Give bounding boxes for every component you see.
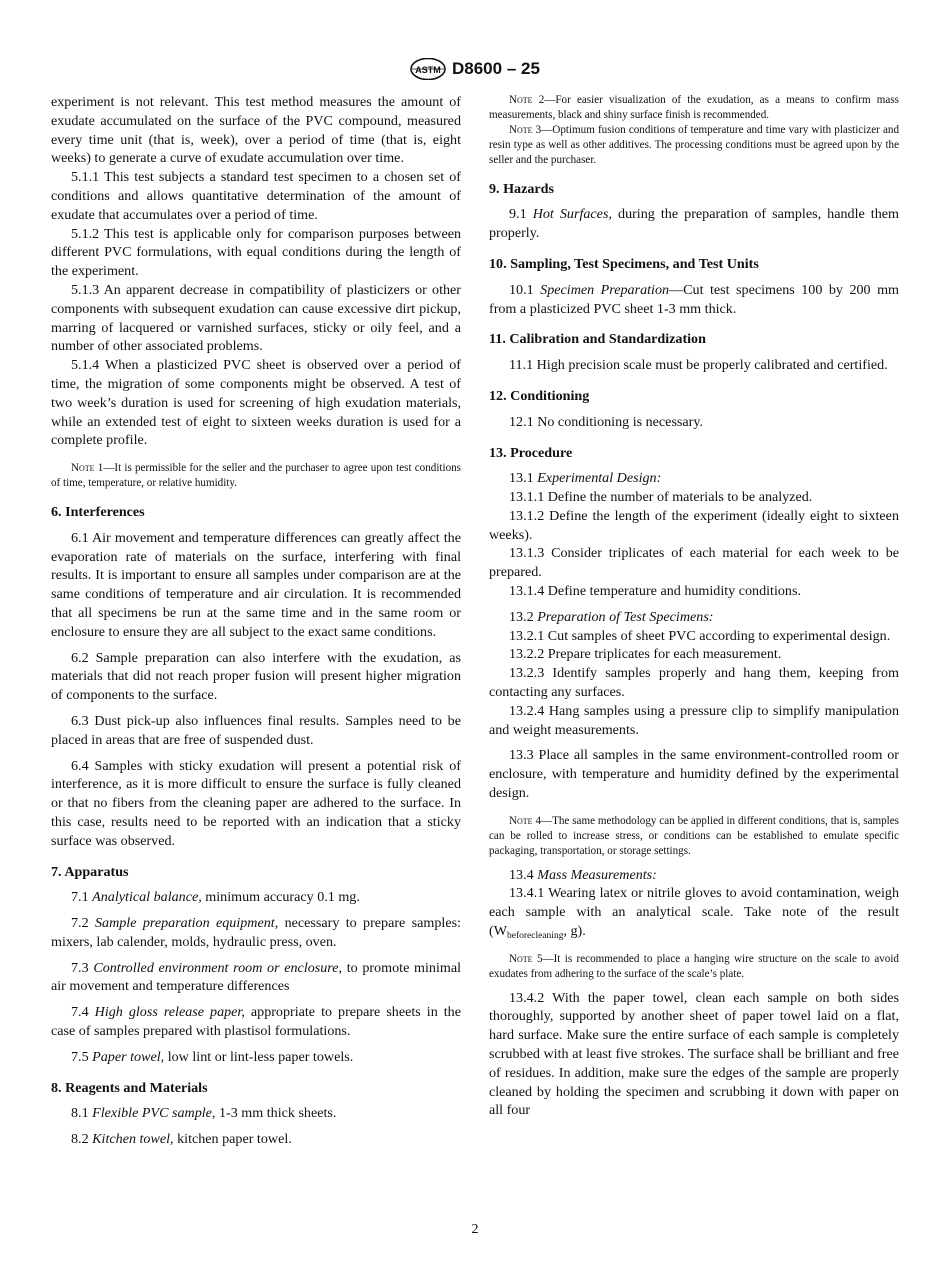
paragraph-13-1-3: 13.1.3 Consider triplicates of each material for each week to be prepared. (489, 545, 899, 581)
paragraph-8-1-number: 8.1 (71, 1105, 89, 1122)
paragraph-7-2 (51, 914, 461, 952)
astm-logo-icon (410, 58, 446, 80)
paragraph-7-4-text: appropriate to prepare sheets in the case of samples prepared with plastisol formulations. (51, 1004, 461, 1040)
document-designation: D8600 – 25 (452, 59, 540, 78)
paragraph-7-2-term: Sample preparation equipment, (94, 915, 279, 932)
paragraph-13-1-4: 13.1.4 Define temperature and humidity conditions. (509, 583, 801, 600)
paragraph-7-3-term: Controlled environment room or enclosure, (93, 959, 343, 976)
page-number: 2 (471, 1222, 479, 1237)
paragraph-7-4 (51, 1003, 461, 1041)
paragraph-8-2 (51, 1130, 461, 1149)
paragraph-13-2-4: 13.2.4 Hang samples using a pressure clip to simplify manipulation and weight measurements. (489, 702, 899, 738)
page-header (0, 58, 950, 82)
heading-6-interferences: 6. Interferences (51, 503, 145, 520)
paragraph-7-3-number: 7.3 (71, 959, 89, 976)
paragraph-9-1 (489, 205, 899, 243)
paragraph-10-1-term: Specimen Preparation (540, 281, 670, 298)
paragraph-10-1 (489, 281, 899, 319)
paragraph-13-3: 13.3 Place all samples in the same environment-controlled room or enclosure, with temperature and humidity defined by the experimental design. (489, 747, 899, 802)
paragraph-9-1-text: during the preparation of samples, handle them properly. (489, 206, 899, 242)
note-3-text: —Optimum fusion conditions of temperature and time vary with plasticizer and resin type as well as other additives. The processing conditions must be agreed upon by the seller and the purchaser. (489, 123, 899, 166)
note-5-label: Note 5 (509, 952, 543, 965)
paragraph-5-1-4: 5.1.4 When a plasticized PVC sheet is observed over a period of time, the migration of some components might be observed. A test of two week’s duration is used for screening of high exudation materials, while an extended test of eight to sixteen weeks duration is used for a complete profile. (51, 357, 461, 449)
paragraph-13-4 (489, 866, 899, 885)
paragraph-13-1-term: Experimental Design: (537, 470, 662, 487)
paragraph-13-2-term: Preparation of Test Specimens: (537, 608, 714, 625)
heading-11-calibration: 11. Calibration and Standardization (489, 331, 706, 348)
paragraph-13-2-3: 13.2.3 Identify samples properly and hang them, keeping from contacting any surfaces. (489, 665, 899, 701)
paragraph-7-1-number: 7.1 (71, 889, 89, 906)
paragraph-7-1 (51, 888, 461, 907)
paragraph-13-1-1: 13.1.1 Define the number of materials to be analyzed. (509, 489, 813, 506)
note-1-text: —It is permissible for the seller and the purchaser to agree upon test conditions of time, temperature, or relative humidity. (51, 462, 461, 490)
paragraph-7-2-number: 7.2 (71, 915, 89, 932)
paragraph-13-4-1 (489, 884, 899, 940)
paragraph-13-2 (489, 608, 899, 627)
paragraph-6-1: 6.1 Air movement and temperature differences can greatly affect the evaporation rate of materials on the surface, interfering with final results. It is important to ensure all samples under comparison are at the same conditions of temperature and air circulation. It is recommended that all specimens be run at the same time and in the same room or enclosure to ensure they are all subject to the exact same conditions. (51, 529, 461, 640)
paragraph-6-2: 6.2 Sample preparation can also interfere with the exudation, as materials that did not reach proper fusion will present higher migration of components to the surface. (51, 649, 461, 704)
note-2-label: Note 2 (509, 94, 545, 106)
heading-9-hazards: 9. Hazards (489, 180, 554, 197)
note-3-label: Note 3 (509, 123, 542, 136)
paragraph-13-2-1: 13.2.1 Cut samples of sheet PVC according to experimental design. (509, 627, 891, 644)
note-2-text: —For easier visualization of the exudation, as a means to confirm mass measurements, black and shiny surface finish is recommended. (489, 94, 899, 121)
paragraph-7-5 (51, 1048, 461, 1067)
paragraph-9-1-term: Hot Surfaces, (532, 206, 612, 223)
paragraph-8-1-text: 1-3 mm thick sheets. (218, 1105, 337, 1122)
paragraph-7-1-term: Analytical balance, (92, 889, 202, 906)
paragraph-5-1-2: 5.1.2 This test is applicable only for comparison purposes between different PVC formulations, with equal conditions during the length of the experiment. (51, 225, 461, 280)
paragraph-13-4-1-text: 13.4.1 Wearing latex or nitrile gloves to avoid contamination, weigh each sample with an analytical scale. Take note of the result (W (489, 885, 899, 939)
paragraph-7-4-number: 7.4 (71, 1004, 89, 1021)
paragraph-7-2-text: necessary to prepare samples: mixers, lab calender, molds, hydraulic press, oven. (51, 915, 461, 950)
paragraph-8-2-text: kitchen paper towel. (177, 1131, 292, 1148)
note-2 (489, 93, 899, 123)
paragraph-13-2-number: 13.2 (509, 608, 534, 625)
paragraph-8-1 (51, 1104, 461, 1123)
paragraph-7-4-term: High gloss release paper, (94, 1004, 245, 1021)
paragraph-12-1: 12.1 No conditioning is necessary. (509, 413, 704, 430)
heading-10-sampling: 10. Sampling, Test Specimens, and Test Units (489, 255, 759, 272)
paragraph-13-4-2: 13.4.2 With the paper towel, clean each sample on both sides thoroughly, supported by another sheet of paper towel laid on a flat, hard surface. Make sure the entire surface of each sample is completely scrubbed with at least five strokes. The surface shall be brilliant and free of residues. In addition, make sure the edges of the sample are properly cleaned by holding the specimen and scrubbing it down with paper on all four (489, 989, 899, 1119)
paragraph-8-1-term: Flexible PVC sample, (92, 1105, 216, 1122)
heading-12-conditioning: 12. Conditioning (489, 387, 590, 404)
paragraph-13-4-number: 13.4 (509, 866, 534, 883)
note-5 (489, 952, 899, 982)
heading-8-reagents: 8. Reagents and Materials (51, 1079, 208, 1096)
paragraph-7-3 (51, 959, 461, 997)
note-4-text: —The same methodology can be applied in different conditions, that is, samples can be rolled to increase stress, or conditions can be established to emulate specific packaging, transportation, or storage settings. (489, 814, 900, 857)
paragraph-13-1-2: 13.1.2 Define the length of the experiment (ideally eight to sixteen weeks). (489, 507, 899, 543)
note-4 (489, 814, 899, 859)
note-1-label: Note 1 (71, 462, 104, 475)
paragraph-7-3-text: to promote minimal air movement and temperature differences (51, 959, 462, 995)
paragraph-5-1-1: 5.1.1 This test subjects a standard test specimen to a chosen set of conditions and allows quantitative determination of the amount of exudate that accumulates over a period of time. (51, 169, 461, 223)
right-column (489, 93, 899, 1120)
w-before-cleaning-subscript: beforecleaning (507, 930, 564, 941)
paragraph-5-1-3: 5.1.3 An apparent decrease in compatibility of plasticizers or other components with subsequent exudation can cause excessive dirt pickup, marring of lacquered or varnished surfaces, sticky or oily feel, and a number of other associated problems. (51, 281, 461, 355)
paragraph-6-3: 6.3 Dust pick-up also influences final results. Samples need to be placed in areas that are free of suspended dust. (51, 712, 461, 748)
note-3 (489, 123, 899, 168)
paragraph-7-5-term: Paper towel, (92, 1048, 165, 1065)
paragraph-10-1-text: —Cut test specimens 100 by 200 mm from a plasticized PVC sheet 1-3 mm thick. (489, 281, 900, 317)
paragraph-8-2-number: 8.2 (71, 1131, 89, 1148)
paragraph-9-1-number: 9.1 (509, 206, 527, 223)
paragraph-8-2-term: Kitchen towel, (92, 1131, 174, 1148)
paragraph-13-4-1-tail: , g). (563, 922, 586, 939)
note-1 (51, 461, 461, 491)
paragraph-13-1 (489, 469, 899, 488)
note-5-text: —It is recommended to place a hanging wire structure on the scale to avoid exudates from adhering to the surface of the scale’s plate. (489, 952, 899, 980)
paragraph-13-4-term: Mass Measurements: (537, 866, 657, 883)
paragraph-6-4: 6.4 Samples with sticky exudation will present a potential risk of interference, as it is more difficult to ensure the surface is fully cleaned or that no fibers from the cleaning paper are adhered to the surface. In this case, results need to be reported with an indication that a sticky surface was observed. (51, 757, 461, 849)
paragraph-10-1-number: 10.1 (509, 281, 534, 298)
left-column (51, 93, 461, 1149)
heading-13-procedure: 13. Procedure (489, 444, 573, 461)
logo-text: ASTM (415, 65, 441, 75)
paragraph-13-2-2: 13.2.2 Prepare triplicates for each measurement. (509, 646, 782, 663)
paragraph-intro: experiment is not relevant. This test method measures the amount of exudate accumulated on the surface of the PVC compound, measured every time unit (that is, week), over a period of time (that is, eight weeks) to generate a curve of exudate accumulation over time. (51, 94, 461, 167)
paragraph-11-1: 11.1 High precision scale must be properly calibrated and certified. (509, 357, 888, 374)
heading-7-apparatus: 7. Apparatus (51, 863, 129, 880)
paragraph-13-1-number: 13.1 (509, 470, 534, 487)
paragraph-7-5-text: low lint or lint-less paper towels. (167, 1048, 354, 1065)
paragraph-7-5-number: 7.5 (71, 1048, 89, 1065)
note-4-label: Note 4 (509, 814, 541, 827)
paragraph-7-1-text: minimum accuracy 0.1 mg. (205, 889, 360, 906)
